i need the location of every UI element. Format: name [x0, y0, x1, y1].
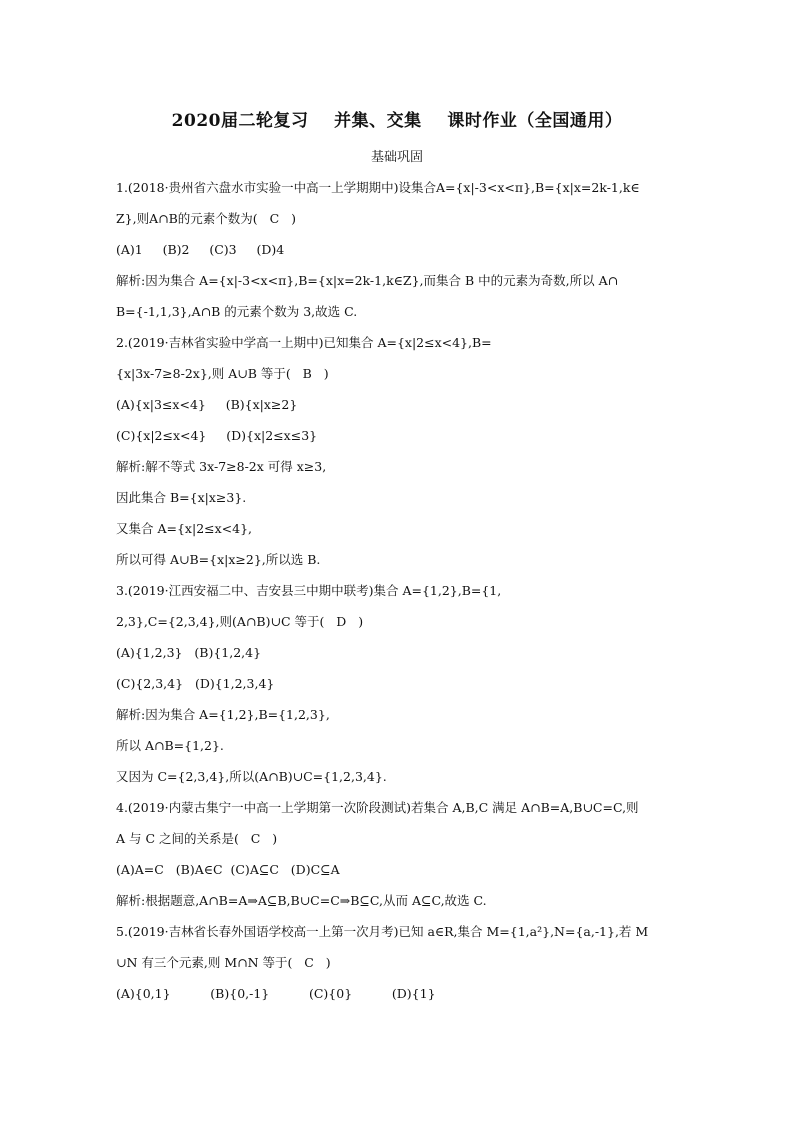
text-line: 4.(2019·内蒙古集宁一中高一上学期第一次阶段测试)若集合 A,B,C 满足 A∩B=A,B∪C=C,则: [116, 800, 639, 815]
text-line: 3.(2019·江西安福二中、吉安县三中期中联考)集合 A={1,2},B={1,: [116, 583, 502, 598]
text-line: 所以可得 A∪B={x|x≥2},所以选 B.: [116, 552, 321, 567]
text-line: (A)A=C (B)A∈C (C)A⊆C (D)C⊆A: [116, 862, 340, 877]
text-line: 1.(2018·贵州省六盘水市实验一中高一上学期期中)设集合A={x|-3<x<π},B={x|x=2k-1,k∈: [116, 180, 640, 195]
text-line: 解析:根据题意,A∩B=A⇒A⊆B,B∪C=C⇒B⊆C,从而 A⊆C,故选 C.: [116, 893, 487, 908]
text-line: (A)1 (B)2 (C)3 (D)4: [116, 242, 285, 257]
text-line: 又集合 A={x|2≤x<4},: [116, 521, 253, 536]
text-line: 因此集合 B={x|x≥3}.: [116, 490, 247, 505]
text-line: A 与 C 之间的关系是( C ): [116, 831, 278, 846]
text-line: ∪N 有三个元素,则 M∩N 等于( C ): [116, 955, 331, 970]
text-line: 所以 A∩B={1,2}.: [116, 738, 224, 753]
text-line: 解析:因为集合 A={1,2},B={1,2,3},: [116, 707, 330, 722]
text-line: 解析:因为集合 A={x|-3<x<π},B={x|x=2k-1,k∈Z},而集合 B 中的元素为奇数,所以 A∩: [116, 273, 619, 288]
text-line: {x|3x-7≥8-2x},则 A∪B 等于( B ): [116, 366, 329, 381]
section-heading: 基础巩固: [370, 150, 423, 165]
text-line: (A){x|3≤x<4} (B){x|x≥2}: [116, 397, 298, 412]
text-line: 又因为 C={2,3,4},所以(A∩B)∪C={1,2,3,4}.: [116, 769, 387, 784]
text-line: 5.(2019·吉林省长春外国语学校高一上第一次月考)已知 a∈R,集合 M={1,a²},N={a,-1},若 M: [116, 924, 649, 939]
text-line: 2.(2019·吉林省实验中学高一上期中)已知集合 A={x|2≤x<4},B=: [116, 335, 492, 350]
text-line: (A){1,2,3} (B){1,2,4}: [116, 645, 262, 660]
document-body: [116, 172, 686, 1009]
text-line: B={-1,1,3},A∩B 的元素个数为 3,故选 C.: [116, 304, 358, 319]
text-line: (C){2,3,4} (D){1,2,3,4}: [116, 676, 275, 691]
text-line: (A){0,1} (B){0,-1} (C){0} (D){1}: [116, 986, 436, 1001]
document-title: 2020届二轮复习 并集、交集 课时作业（全国通用）: [171, 111, 623, 131]
text-line: Z},则A∩B的元素个数为( C ): [116, 211, 296, 226]
text-line: 2,3},C={2,3,4},则(A∩B)∪C 等于( D ): [116, 614, 364, 629]
text-line: 解析:解不等式 3x-7≥8-2x 可得 x≥3,: [116, 459, 327, 474]
text-line: (C){x|2≤x<4} (D){x|2≤x≤3}: [116, 428, 318, 443]
